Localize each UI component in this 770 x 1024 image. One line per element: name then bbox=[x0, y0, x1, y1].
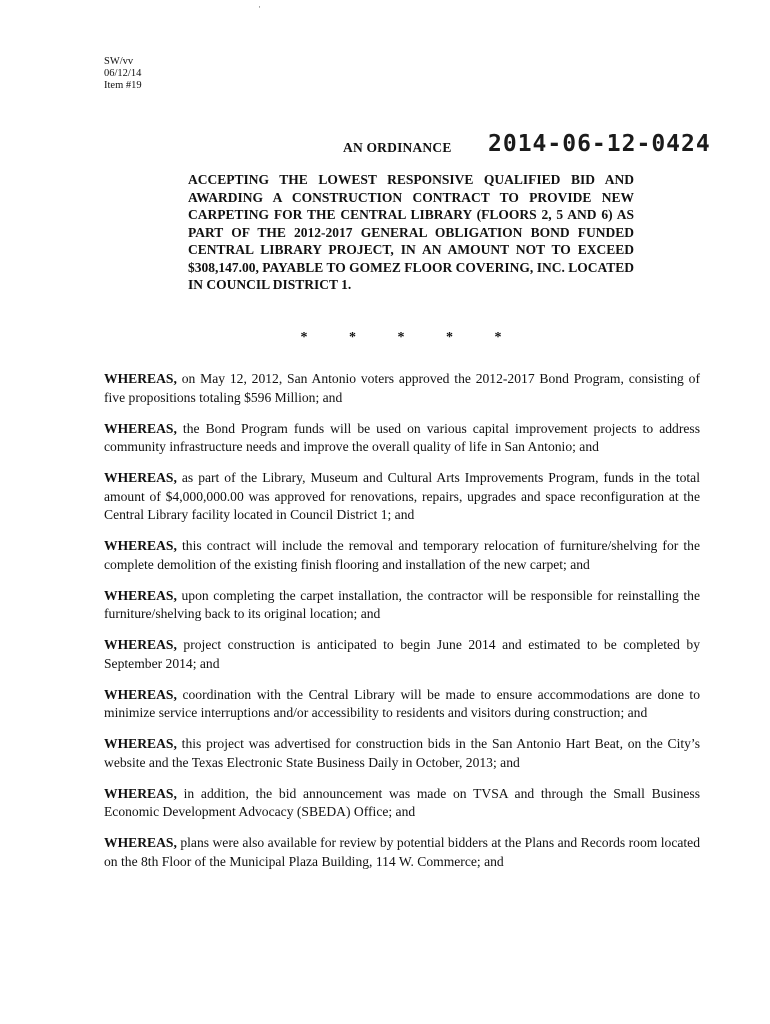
clause-text: in addition, the bid announcement was made on TVSA and through the Small Business Economic Development Advocacy (SBEDA) Office; and bbox=[104, 785, 700, 819]
clause-text: coordination with the Central Library will be made to ensure accommodations are done to minimize service interruptions and/or accessibility to residents and visitors during construction; and bbox=[104, 686, 700, 720]
ordinance-number: 2014-06-12-0424 bbox=[488, 131, 711, 157]
clause-text: plans were also available for review by potential bidders at the Plans and Records room located on the 8th Floor of the Municipal Plaza Building, 114 W. Commerce; and bbox=[104, 835, 700, 869]
separator-asterisk: * bbox=[397, 330, 405, 345]
whereas-clauses bbox=[104, 370, 700, 871]
whereas-clause bbox=[104, 735, 700, 772]
stray-mark: · bbox=[258, 2, 261, 12]
ordinance-label: AN ORDINANCE bbox=[343, 140, 452, 155]
agenda-item: Item #19 bbox=[104, 80, 142, 91]
section-separator bbox=[296, 330, 506, 346]
whereas-clause bbox=[104, 834, 700, 871]
clause-keyword: WHEREAS, bbox=[104, 686, 177, 702]
clause-keyword: WHEREAS, bbox=[104, 637, 177, 652]
ordinance-title: ACCEPTING THE LOWEST RESPONSIVE QUALIFIED BID AND AWARDING A CONSTRUCTION CONTRACT TO PROVIDE NEW CARPETING FOR THE CENTRAL LIBRARY (FLOORS 2, 5 AND 6) AS PART OF THE 2012-2017 GENERAL OBLIGATION BOND FUNDED CENTRAL LIBRARY PROJECT, IN AN AMOUNT NOT TO EXCEED $308,147.00, PAYABLE TO GOMEZ FLOOR COVERING, INC. LOCATED IN COUNCIL DISTRICT 1. bbox=[188, 172, 634, 292]
clause-keyword: WHEREAS, bbox=[104, 371, 177, 386]
clause-text: upon completing the carpet installation, the contractor will be responsible for reinstalling the furniture/shelving back to its original location; and bbox=[104, 587, 700, 621]
clause-keyword: WHEREAS, bbox=[104, 587, 177, 603]
whereas-clause bbox=[104, 686, 700, 723]
separator-asterisk: * bbox=[349, 330, 356, 345]
separator-asterisk: * bbox=[300, 330, 308, 345]
clause-text: this contract will include the removal and temporary relocation of furniture/shelving for the complete demolition of the existing finish flooring and installation of the new carpet; and bbox=[104, 538, 700, 572]
separator-asterisk: * bbox=[494, 330, 502, 345]
clause-keyword: WHEREAS, bbox=[104, 835, 177, 850]
whereas-clause bbox=[104, 537, 700, 574]
whereas-clause bbox=[104, 469, 700, 525]
clause-keyword: WHEREAS, bbox=[104, 736, 177, 751]
separator-asterisk: * bbox=[446, 330, 453, 345]
whereas-clause bbox=[104, 785, 700, 822]
whereas-clause bbox=[104, 587, 700, 624]
clause-keyword: WHEREAS, bbox=[104, 538, 177, 553]
clause-keyword: WHEREAS, bbox=[104, 420, 177, 436]
clause-text: this project was advertised for construction bids in the San Antonio Hart Beat, on the City’s website and the Texas Electronic State Business Daily in October, 2013; and bbox=[104, 736, 700, 770]
author-initials: SW/vv bbox=[104, 56, 134, 67]
clause-keyword: WHEREAS, bbox=[104, 785, 177, 801]
document-date: 06/12/14 bbox=[104, 68, 142, 79]
whereas-clause bbox=[104, 420, 700, 457]
document-header-meta bbox=[104, 56, 142, 92]
clause-text: on May 12, 2012, San Antonio voters approved the 2012-2017 Bond Program, consisting of five propositions totaling $596 Million; and bbox=[104, 371, 700, 405]
clause-text: the Bond Program funds will be used on various capital improvement projects to address community infrastructure needs and improve the overall quality of life in San Antonio; and bbox=[104, 420, 700, 454]
whereas-clause bbox=[104, 370, 700, 407]
clause-text: project construction is anticipated to begin June 2014 and estimated to be completed by September 2014; and bbox=[104, 637, 700, 671]
ordinance-heading bbox=[343, 131, 743, 163]
clause-keyword: WHEREAS, bbox=[104, 470, 177, 485]
whereas-clause bbox=[104, 636, 700, 673]
clause-text: as part of the Library, Museum and Cultural Arts Improvements Program, funds in the total amount of $4,000,000.00 was approved for renovations, repairs, upgrades and space reconfiguration at the Central Library facility located in Council District 1; and bbox=[104, 470, 700, 522]
